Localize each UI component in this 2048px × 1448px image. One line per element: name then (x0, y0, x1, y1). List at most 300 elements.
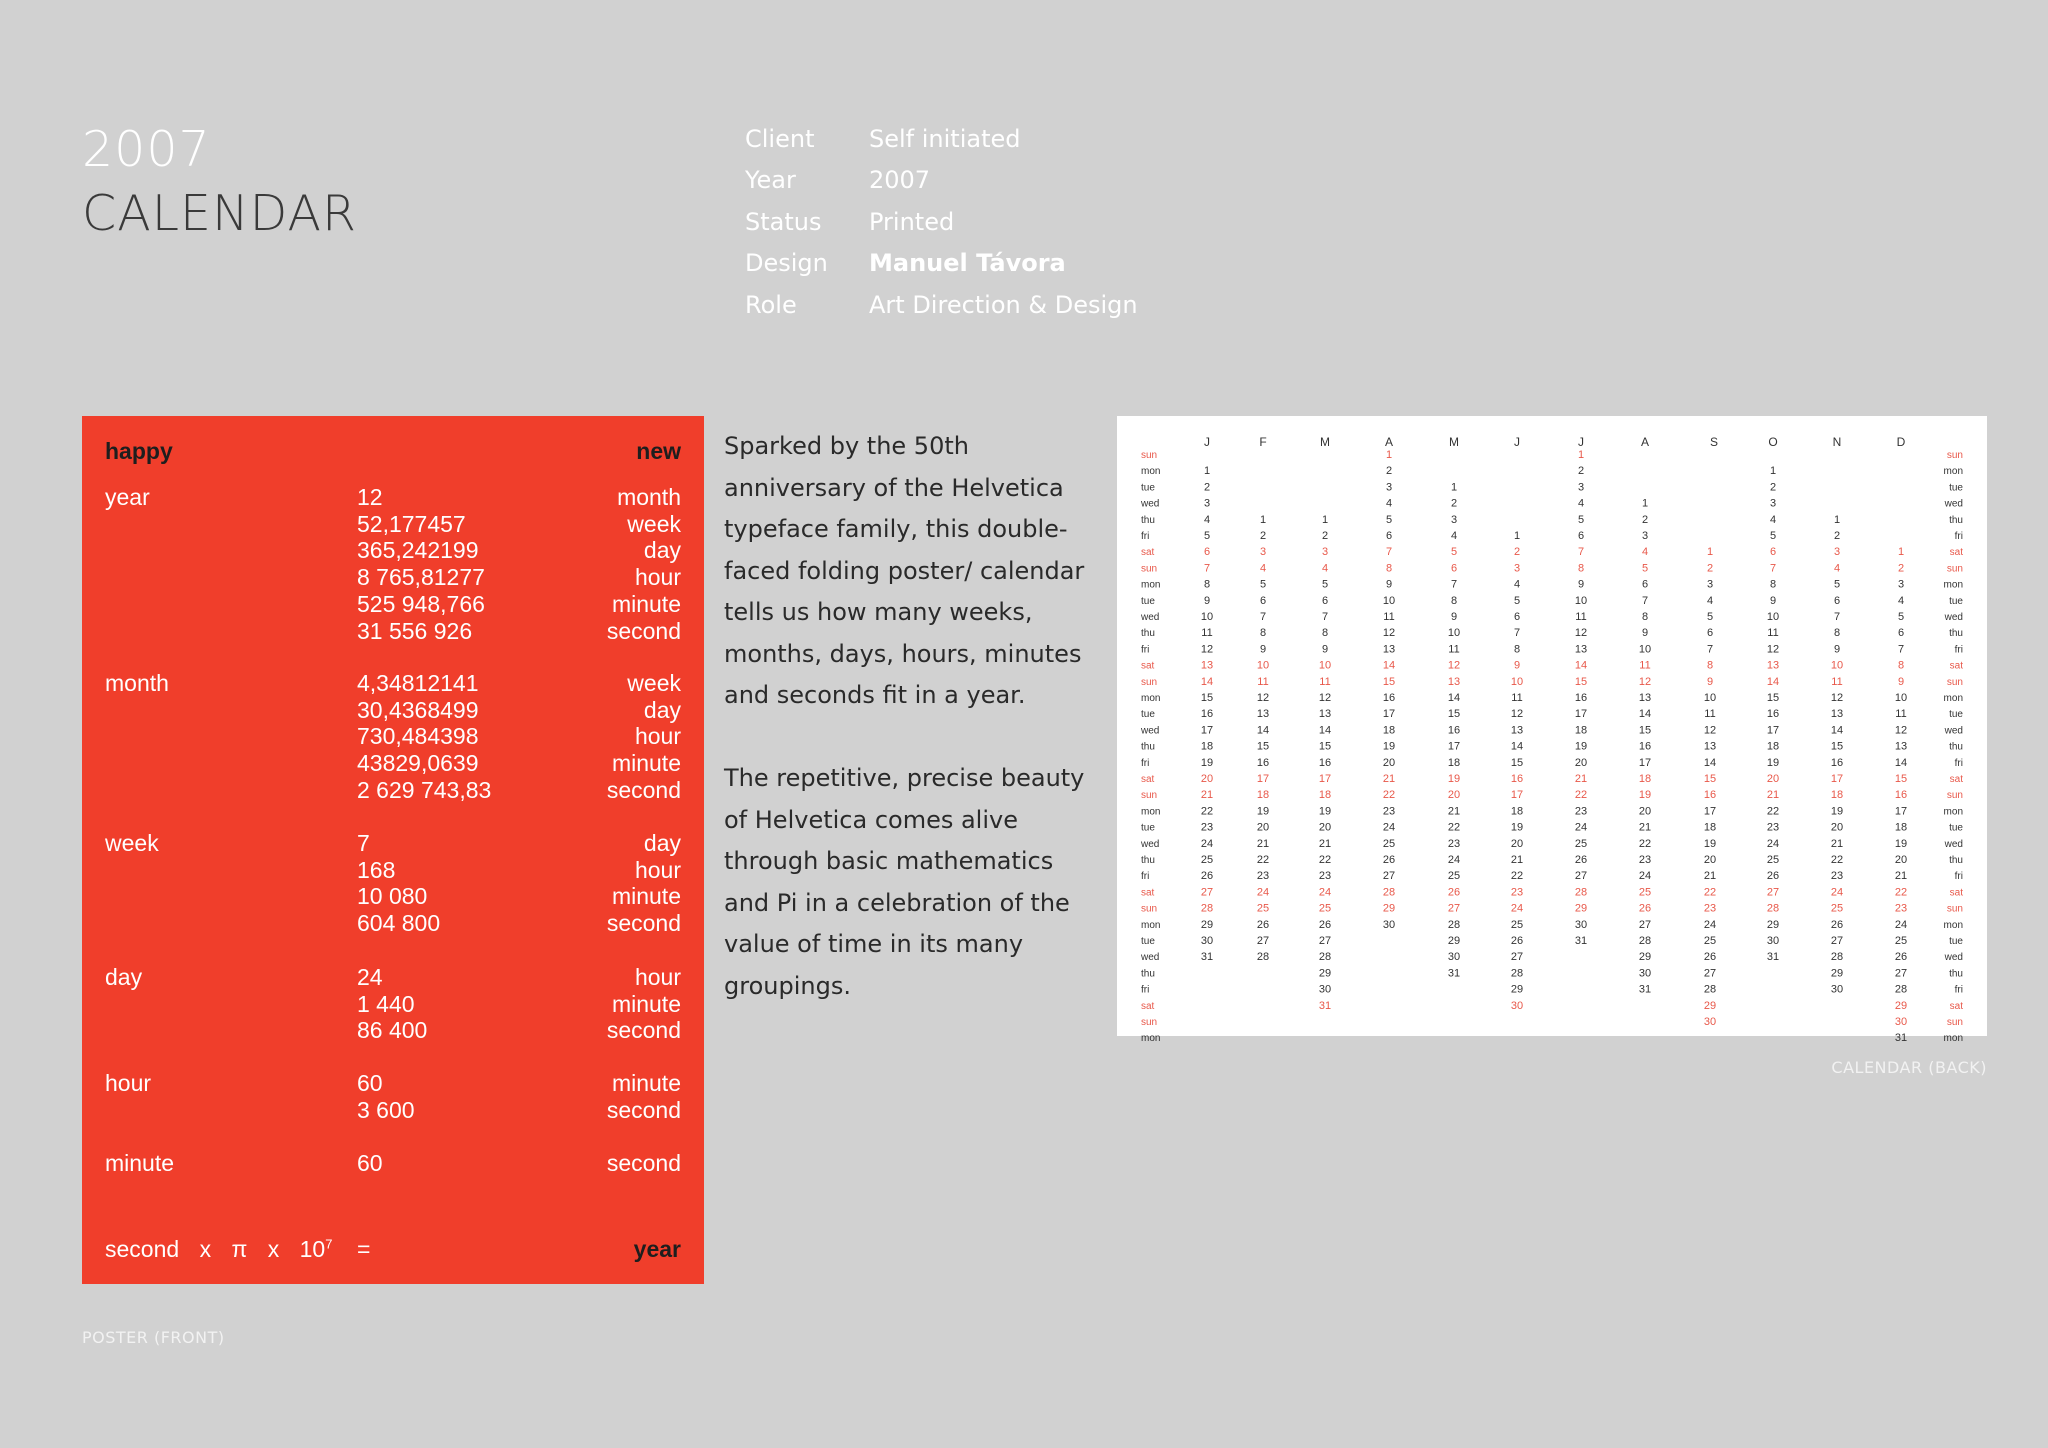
poster-unit: hour (634, 856, 681, 883)
poster-value: 31 556 926 (357, 617, 473, 644)
calendar-weekday-label: tue (1141, 482, 1155, 494)
calendar-day: 29 (1318, 967, 1332, 980)
calendar-day: 17 (1318, 773, 1332, 785)
calendar-day: 5 (1577, 513, 1585, 526)
calendar-day: 13 (1200, 659, 1214, 672)
calendar-weekday-label: thu (1141, 968, 1155, 980)
calendar-weekday-label: mon (1141, 466, 1161, 478)
calendar-day: 12 (1447, 659, 1461, 672)
calendar-day: 4 (1513, 578, 1521, 591)
calendar-day: 11 (1201, 627, 1213, 640)
calendar-weekday-label: wed (1141, 952, 1160, 964)
calendar-day: 28 (1447, 918, 1461, 931)
calendar-weekday-label: sun (1141, 903, 1158, 915)
calendar-day: 16 (1703, 789, 1717, 802)
project-description (724, 426, 1104, 1049)
calendar-day: 18 (1256, 789, 1270, 802)
calendar-day: 11 (1639, 659, 1651, 672)
poster-group-units (607, 1150, 681, 1177)
poster-value: 4,34812141 (357, 670, 479, 696)
calendar-day: 20 (1318, 821, 1332, 834)
calendar-day: 16 (1318, 756, 1332, 769)
calendar-day: 14 (1703, 756, 1717, 769)
calendar-day: 12 (1382, 627, 1396, 640)
calendar-day: 16 (1574, 692, 1588, 704)
calendar-day: 18 (1638, 773, 1652, 785)
calendar-day: 6 (1321, 594, 1329, 607)
calendar-day: 3 (1385, 481, 1393, 494)
calendar-day: 3 (1450, 513, 1458, 526)
calendar-day: 17 (1447, 740, 1461, 753)
calendar-day: 14 (1638, 708, 1652, 721)
calendar-day: 15 (1766, 692, 1780, 704)
calendar-day: 16 (1766, 708, 1780, 721)
calendar-day: 27 (1200, 886, 1214, 899)
calendar-weekday-label: sat (1141, 887, 1155, 899)
poster-unit: month (617, 484, 681, 510)
calendar-weekday-label: thu (1141, 855, 1155, 866)
calendar-weekday-label: wed (1141, 725, 1160, 737)
calendar-day: 14 (1510, 740, 1524, 753)
calendar-day: 4 (1321, 562, 1329, 575)
calendar-month-label: M (1320, 435, 1330, 449)
calendar-day: 30 (1703, 1016, 1717, 1028)
calendar-day: 17 (1638, 756, 1652, 769)
meta-row-status (745, 201, 1138, 243)
calendar-month-label: D (1896, 435, 1906, 449)
formula-times: x (267, 1236, 280, 1262)
calendar-day: 13 (1766, 659, 1780, 672)
calendar-day: 27 (1318, 935, 1332, 947)
calendar-weekday-label: sat (1949, 774, 1963, 785)
calendar-day: 30 (1894, 1016, 1908, 1028)
calendar-day: 29 (1510, 983, 1524, 996)
calendar-day: 3 (1203, 497, 1211, 510)
calendar-day: 20 (1766, 773, 1780, 785)
calendar-day: 7 (1833, 611, 1841, 623)
calendar-day: 11 (1511, 692, 1523, 704)
calendar-day: 23 (1200, 821, 1214, 834)
meta-row-design (745, 243, 1138, 285)
calendar-weekday-label: sat (1949, 547, 1963, 559)
calendar-day: 10 (1638, 643, 1652, 656)
calendar-day: 22 (1382, 789, 1396, 802)
calendar-day: 14 (1574, 659, 1588, 672)
calendar-day: 14 (1766, 675, 1780, 688)
calendar-day: 25 (1510, 918, 1524, 931)
calendar-weekday-label: tue (1949, 709, 1963, 721)
calendar-day: 13 (1894, 740, 1908, 753)
calendar-day: 26 (1447, 886, 1461, 899)
calendar-day: 27 (1766, 886, 1780, 899)
calendar-day: 19 (1447, 773, 1461, 785)
poster-unit: day (643, 696, 681, 723)
calendar-day: 8 (1706, 659, 1714, 672)
calendar-day: 23 (1510, 886, 1524, 899)
calendar-day: 9 (1513, 659, 1521, 672)
calendar-day: 29 (1830, 967, 1844, 980)
project-title-year: 2007 (82, 121, 211, 178)
calendar-weekday-label: thu (1949, 855, 1963, 866)
poster-caption: POSTER (FRONT) (82, 1328, 225, 1347)
calendar-day: 9 (1203, 594, 1211, 607)
calendar-day: 5 (1385, 513, 1393, 526)
calendar-day: 19 (1256, 805, 1270, 818)
calendar-day: 19 (1574, 740, 1588, 753)
calendar-day: 28 (1382, 886, 1396, 899)
calendar-month-label: J (1578, 435, 1584, 449)
calendar-day: 7 (1259, 611, 1267, 623)
calendar-weekday-label: sun (1141, 563, 1158, 575)
poster-group-values (357, 1070, 415, 1123)
calendar-day: 4 (1833, 562, 1841, 575)
calendar-weekday-label: sat (1949, 1000, 1963, 1012)
calendar-day: 24 (1200, 837, 1214, 850)
calendar-day: 21 (1574, 773, 1588, 785)
calendar-day: 29 (1703, 999, 1717, 1012)
calendar-day: 22 (1256, 854, 1270, 866)
meta-key: Role (745, 290, 797, 319)
calendar-caption: CALENDAR (BACK) (1831, 1058, 1987, 1077)
calendar-day: 19 (1382, 740, 1396, 753)
calendar-day: 29 (1638, 951, 1652, 964)
meta-key: Status (745, 207, 822, 236)
calendar-day: 2 (1641, 513, 1649, 526)
calendar-day: 5 (1641, 562, 1649, 575)
calendar-day: 21 (1382, 773, 1396, 785)
calendar-day: 24 (1447, 854, 1461, 866)
project-title-name: CALENDAR (82, 185, 358, 242)
calendar-month-label: N (1832, 435, 1842, 449)
calendar-day: 12 (1574, 627, 1588, 640)
calendar-day: 3 (1577, 481, 1585, 494)
calendar-day: 20 (1382, 756, 1396, 769)
calendar-weekday-label: thu (1141, 628, 1155, 640)
calendar-weekday-label: sat (1141, 774, 1155, 785)
calendar-day: 28 (1510, 967, 1524, 980)
calendar-day: 19 (1766, 756, 1780, 769)
calendar-day: 21 (1638, 821, 1652, 834)
calendar-day: 9 (1259, 643, 1267, 656)
calendar-day: 1 (1513, 530, 1521, 542)
poster-unit: day (643, 537, 681, 564)
calendar-day: 8 (1450, 594, 1458, 607)
poster-header-left: happy (105, 438, 173, 464)
calendar-day: 12 (1200, 643, 1214, 656)
poster-group-label: year (105, 484, 150, 510)
calendar-day: 19 (1318, 805, 1332, 818)
calendar-day: 14 (1447, 692, 1461, 704)
poster-group-units (607, 484, 681, 644)
calendar-weekday-label: mon (1943, 693, 1963, 704)
calendar-month-label: M (1449, 435, 1459, 449)
calendar-day: 28 (1894, 983, 1908, 996)
calendar-day: 30 (1638, 967, 1652, 980)
calendar-day: 4 (1577, 497, 1585, 510)
calendar-day: 2 (1259, 530, 1267, 542)
calendar-day: 1 (1641, 497, 1649, 510)
calendar-day: 12 (1318, 692, 1332, 704)
calendar-day: 20 (1638, 805, 1652, 818)
calendar-weekday-label: tue (1949, 936, 1963, 947)
calendar-weekday-label: wed (1141, 612, 1160, 623)
calendar-day: 7 (1577, 546, 1585, 559)
calendar-day: 18 (1200, 740, 1214, 753)
calendar-day: 26 (1638, 902, 1652, 915)
calendar-day: 15 (1894, 773, 1908, 785)
calendar-day: 19 (1703, 837, 1717, 850)
calendar-day: 1 (1897, 546, 1905, 559)
poster-value: 2 629 743,83 (357, 776, 492, 803)
calendar-day: 18 (1574, 724, 1588, 737)
calendar-day: 2 (1513, 546, 1521, 559)
calendar-day: 23 (1574, 805, 1588, 818)
calendar-day: 25 (1256, 902, 1270, 915)
calendar-day: 11 (1575, 611, 1587, 623)
meta-value: Art Direction & Design (869, 290, 1138, 319)
calendar-day: 1 (1203, 465, 1211, 478)
poster-formula (105, 1236, 332, 1263)
calendar-day: 22 (1766, 805, 1780, 818)
calendar-day: 11 (1319, 675, 1331, 688)
poster-unit: second (606, 1096, 681, 1123)
calendar-weekday-label: sat (1141, 1000, 1155, 1012)
calendar-weekday-label: sun (1946, 563, 1963, 575)
formula-equals: = (357, 1236, 371, 1262)
calendar-day: 9 (1833, 643, 1841, 656)
calendar-day: 21 (1510, 854, 1524, 866)
calendar-weekday-label: tue (1141, 709, 1155, 721)
calendar-day: 20 (1510, 837, 1524, 850)
calendar-day: 3 (1706, 578, 1714, 591)
calendar-day: 7 (1321, 611, 1329, 623)
calendar-weekday-label: thu (1949, 628, 1963, 640)
calendar-day: 11 (1383, 611, 1395, 623)
calendar-day: 1 (1577, 449, 1585, 461)
calendar-day: 13 (1382, 643, 1396, 656)
poster-unit: minute (611, 883, 681, 910)
calendar-weekday-label: mon (1141, 806, 1161, 818)
calendar-weekday-label: sun (1946, 790, 1963, 802)
calendar-weekday-label: thu (1141, 741, 1155, 753)
calendar-day: 14 (1200, 675, 1214, 688)
calendar-day: 1 (1321, 513, 1329, 526)
calendar-day: 24 (1510, 902, 1524, 915)
calendar-day: 6 (1706, 627, 1714, 640)
calendar-day: 1 (1833, 513, 1841, 526)
calendar-weekday-label: mon (1943, 466, 1963, 478)
calendar-day: 28 (1638, 935, 1652, 947)
calendar-day: 28 (1703, 983, 1717, 996)
calendar-day: 19 (1830, 805, 1844, 818)
calendar-day: 13 (1703, 740, 1717, 753)
calendar-day: 10 (1256, 659, 1270, 672)
poster-value: 30,4368499 (357, 696, 479, 723)
poster-front-image (82, 416, 704, 1284)
poster-unit: minute (611, 990, 681, 1017)
formula-exponent: 7 (325, 1236, 333, 1252)
calendar-day: 2 (1769, 481, 1777, 494)
calendar-month-label: F (1259, 435, 1267, 449)
poster-group-values (357, 670, 491, 804)
calendar-day: 12 (1703, 724, 1717, 737)
calendar-day: 3 (1641, 530, 1649, 542)
poster-value: 604 800 (357, 910, 441, 937)
calendar-day: 3 (1769, 497, 1777, 510)
description-paragraph: Sparked by the 50th anniversary of the Helvetica typeface family, this double-faced folding poster/ calendar tells us how many weeks, months, days, hours, minutes and seconds fit in a year. (724, 432, 1085, 709)
calendar-day: 6 (1450, 562, 1458, 575)
calendar-weekday-label: wed (1944, 612, 1963, 623)
calendar-day: 7 (1385, 546, 1393, 559)
calendar-weekday-label: sun (1141, 790, 1158, 802)
calendar-day: 17 (1830, 773, 1844, 785)
poster-value: 168 (357, 856, 396, 883)
calendar-day: 1 (1450, 481, 1458, 494)
calendar-day: 27 (1382, 870, 1396, 883)
calendar-day: 21 (1894, 870, 1908, 883)
calendar-day: 21 (1200, 789, 1214, 802)
calendar-day: 16 (1256, 756, 1270, 769)
poster-group-label: week (105, 830, 159, 856)
calendar-day: 6 (1769, 546, 1777, 559)
calendar-day: 18 (1510, 805, 1524, 818)
poster-group-label: day (105, 964, 143, 990)
calendar-month-label: S (1709, 435, 1719, 449)
calendar-day: 24 (1830, 886, 1844, 899)
calendar-day: 15 (1510, 756, 1524, 769)
calendar-weekday-label: thu (1141, 514, 1155, 526)
calendar-day: 13 (1638, 692, 1652, 704)
calendar-weekday-label: fri (1141, 984, 1150, 996)
calendar-day: 1 (1769, 465, 1777, 478)
calendar-day: 27 (1447, 902, 1461, 915)
calendar-day: 2 (1833, 530, 1841, 542)
calendar-day: 10 (1447, 627, 1461, 640)
poster-group-label: month (105, 670, 169, 696)
calendar-day: 15 (1830, 740, 1844, 753)
formula-pi: π (231, 1236, 248, 1262)
calendar-day: 14 (1382, 659, 1396, 672)
calendar-day: 1 (1385, 449, 1393, 461)
calendar-day: 12 (1830, 692, 1844, 704)
calendar-day: 5 (1769, 530, 1777, 542)
meta-row-role (745, 284, 1138, 326)
calendar-day: 6 (1259, 594, 1267, 607)
calendar-weekday-label: fri (1954, 644, 1963, 656)
calendar-day: 29 (1574, 902, 1588, 915)
meta-value: 2007 (869, 166, 931, 195)
calendar-weekday-label: sun (1946, 450, 1963, 461)
calendar-day: 17 (1894, 805, 1908, 818)
calendar-day: 10 (1574, 594, 1588, 607)
calendar-day: 6 (1203, 546, 1211, 559)
calendar-day: 30 (1318, 983, 1332, 996)
calendar-day: 19 (1894, 837, 1908, 850)
calendar-day: 8 (1769, 578, 1777, 591)
calendar-day: 18 (1830, 789, 1844, 802)
calendar-day: 7 (1897, 643, 1905, 656)
calendar-day: 22 (1447, 821, 1461, 834)
calendar-day: 11 (1831, 675, 1843, 688)
calendar-weekday-label: mon (1943, 1033, 1963, 1045)
calendar-day: 22 (1703, 886, 1717, 899)
calendar-day: 28 (1256, 951, 1270, 964)
calendar-weekday-label: sat (1141, 547, 1155, 559)
calendar-weekday-label: tue (1949, 595, 1963, 607)
calendar-day: 24 (1318, 886, 1332, 899)
poster-value: 730,484398 (357, 723, 479, 750)
poster-value: 10 080 (357, 883, 428, 910)
calendar-day: 13 (1574, 643, 1588, 656)
calendar-day: 17 (1574, 708, 1588, 721)
meta-key: Design (745, 249, 828, 278)
calendar-day: 22 (1318, 854, 1332, 866)
calendar-day: 20 (1830, 821, 1844, 834)
calendar-weekday-label: mon (1943, 919, 1963, 931)
calendar-day: 15 (1703, 773, 1717, 785)
poster-group-values (357, 1150, 383, 1177)
calendar-day: 18 (1894, 821, 1908, 834)
calendar-day: 27 (1510, 951, 1524, 964)
calendar-day: 8 (1513, 643, 1521, 656)
poster-group-values (357, 964, 427, 1044)
calendar-day: 25 (1200, 854, 1214, 866)
poster-value: 52,177457 (357, 510, 466, 537)
calendar-day: 8 (1641, 611, 1649, 623)
calendar-weekday-label: sun (1141, 676, 1158, 688)
calendar-month-label: J (1204, 435, 1210, 449)
poster-value: 7 (357, 830, 370, 856)
calendar-day: 31 (1766, 951, 1780, 964)
poster-unit: week (627, 670, 681, 696)
meta-key: Client (745, 124, 815, 153)
calendar-day: 3 (1321, 546, 1329, 559)
poster-unit: second (606, 1150, 681, 1176)
calendar-weekday-label: mon (1943, 579, 1963, 591)
calendar-day: 22 (1510, 870, 1524, 883)
calendar-day: 25 (1318, 902, 1332, 915)
calendar-day: 25 (1382, 837, 1396, 850)
calendar-day: 7 (1513, 627, 1521, 640)
calendar-day: 4 (1769, 513, 1777, 526)
calendar-day: 4 (1259, 562, 1267, 575)
calendar-month-label: J (1514, 435, 1520, 449)
calendar-day: 13 (1510, 724, 1524, 737)
calendar-month-label: A (1384, 435, 1394, 449)
calendar-day: 30 (1766, 935, 1780, 947)
calendar-day: 22 (1200, 805, 1214, 818)
calendar-day: 12 (1256, 692, 1270, 704)
calendar-day: 16 (1447, 724, 1461, 737)
calendar-weekday-label: sat (1141, 660, 1155, 672)
calendar-weekday-label: mon (1943, 806, 1963, 818)
calendar-day: 3 (1513, 562, 1521, 575)
poster-value: 86 400 (357, 1017, 428, 1044)
calendar-day: 23 (1766, 821, 1780, 834)
calendar-day: 5 (1897, 611, 1905, 623)
poster-unit: second (606, 617, 681, 644)
calendar-day: 22 (1894, 886, 1908, 899)
calendar-day: 26 (1574, 854, 1588, 866)
calendar-day: 2 (1897, 562, 1905, 575)
calendar-day: 23 (1894, 902, 1908, 915)
calendar-day: 12 (1894, 724, 1908, 737)
poster-unit: minute (611, 750, 681, 777)
calendar-day: 9 (1321, 643, 1329, 656)
calendar-day: 5 (1259, 578, 1267, 591)
calendar-day: 3 (1259, 546, 1267, 559)
calendar-day: 9 (1897, 675, 1905, 688)
